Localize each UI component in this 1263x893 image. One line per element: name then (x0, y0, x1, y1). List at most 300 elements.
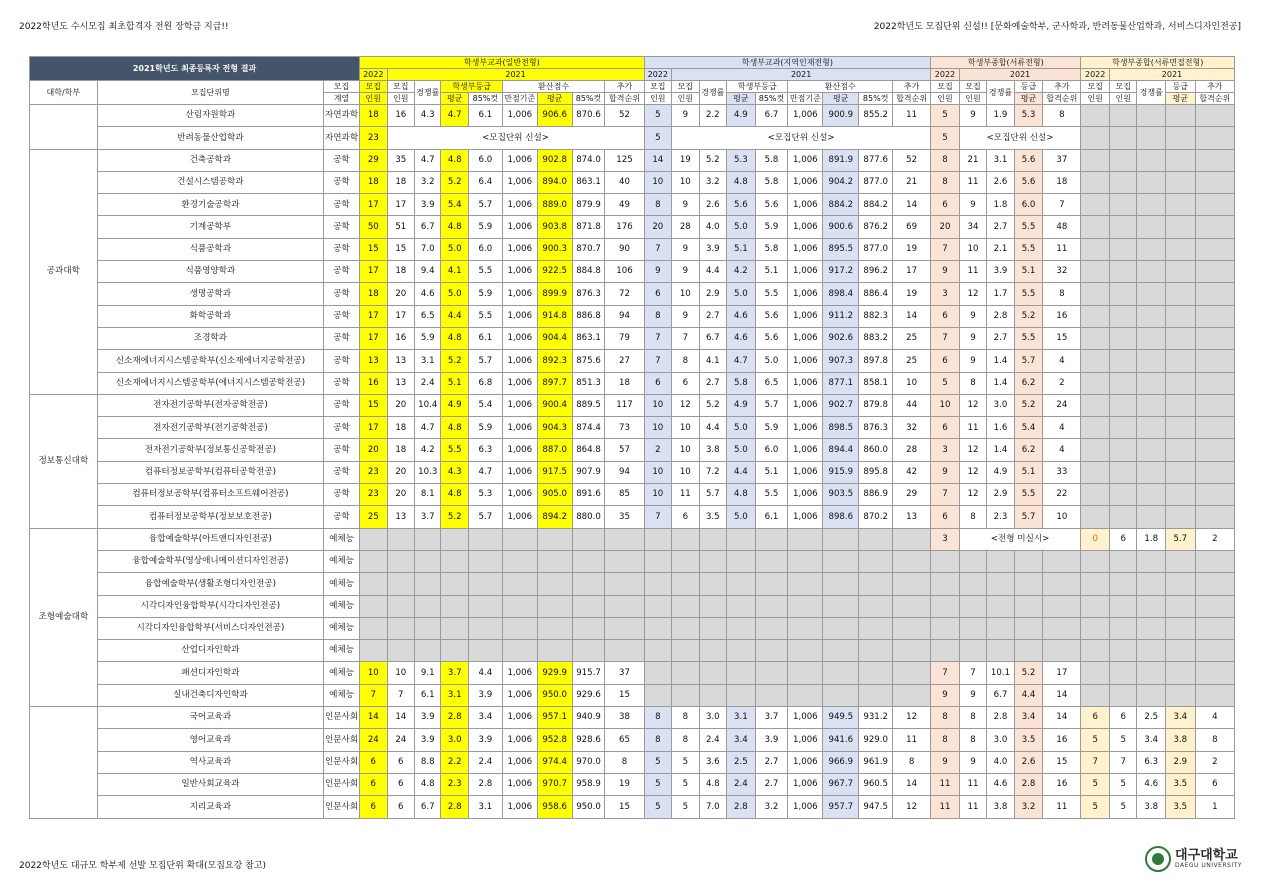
general-cell: 900.4 (537, 394, 572, 416)
regional-cell: 855.2 (859, 105, 893, 127)
general-cell: 4.4 (468, 662, 502, 684)
regional-cell: 884.2 (823, 194, 859, 216)
table-row (30, 327, 1235, 349)
general-cell (415, 640, 441, 662)
general-cell: 1,006 (502, 773, 537, 795)
interview-cell (1109, 617, 1137, 639)
category-cell: 공학 (324, 305, 360, 327)
unit-name-cell: 역사교육과 (97, 751, 323, 773)
regional-cell: 3.4 (727, 729, 756, 751)
regional-cell: 2.6 (699, 194, 727, 216)
document-cell: 5 (931, 127, 960, 149)
document-cell: 12 (959, 394, 987, 416)
interview-cell (1081, 238, 1110, 260)
table-row (30, 394, 1235, 416)
document-cell (1014, 640, 1043, 662)
interview-cell (1081, 350, 1110, 372)
interview-cell (1137, 216, 1166, 238)
general-cell: 29 (360, 149, 388, 171)
general-cell: 974.4 (537, 751, 572, 773)
document-cell: 8 (1043, 105, 1081, 127)
category-cell: 예체능 (324, 595, 360, 617)
general-cell: 4.2 (415, 439, 441, 461)
regional-cell: 877.6 (859, 149, 893, 171)
document-cell: 3.2 (1014, 796, 1043, 818)
regional-cell: 898.6 (823, 506, 859, 528)
regional-cell: 9 (672, 105, 700, 127)
interview-cell (1195, 617, 1234, 639)
interview-cell (1137, 595, 1166, 617)
general-cell: 2.8 (468, 773, 502, 795)
general-cell (572, 595, 605, 617)
table-row (30, 216, 1235, 238)
general-cell: 13 (387, 350, 415, 372)
regional-cell: 10 (893, 372, 931, 394)
university-logo (1145, 846, 1242, 872)
interview-cell (1137, 372, 1166, 394)
interview-cell (1137, 305, 1166, 327)
general-cell: 176 (605, 216, 644, 238)
interview-cell: 2.9 (1166, 751, 1196, 773)
document-cell (1043, 640, 1081, 662)
general-cell: 6.1 (468, 105, 502, 127)
regional-cell: 6 (672, 372, 700, 394)
general-cell: 871.8 (572, 216, 605, 238)
general-cell: 4.6 (415, 283, 441, 305)
col-unit: 모집단위명 (97, 81, 323, 105)
general-cell: 4.4 (441, 305, 469, 327)
regional-cell: 2.2 (699, 105, 727, 127)
regional-cell (788, 573, 823, 595)
regional-cell: 1,006 (788, 484, 823, 506)
document-cell: 8 (959, 506, 987, 528)
interview-cell (1081, 372, 1110, 394)
interview-cell: 4.6 (1137, 773, 1166, 795)
interview-cell: 5.7 (1166, 528, 1196, 550)
general-cell: 5.5 (441, 439, 469, 461)
regional-cell: 1,006 (788, 461, 823, 483)
regional-cell (755, 662, 788, 684)
general-cell: 970.0 (572, 751, 605, 773)
regional-cell: 949.5 (823, 707, 859, 729)
interview-cell (1137, 684, 1166, 706)
regional-cell: 5.6 (755, 327, 788, 349)
category-cell: 공학 (324, 417, 360, 439)
document-cell: 12 (959, 283, 987, 305)
table-row (30, 729, 1235, 751)
interview-cell (1137, 439, 1166, 461)
regional-cell: 4.7 (727, 350, 756, 372)
regional-cell: 10 (644, 417, 672, 439)
regional-cell (644, 617, 672, 639)
general-cell (468, 640, 502, 662)
document-cell: 5 (931, 372, 960, 394)
general-cell: 18 (360, 171, 388, 193)
general-cell (468, 617, 502, 639)
unit-name-cell: 산업디자인학과 (97, 640, 323, 662)
regional-cell: 1,006 (788, 305, 823, 327)
regional-cell (727, 617, 756, 639)
category-cell: 공학 (324, 350, 360, 372)
col-g-avg: 평균 (441, 93, 469, 105)
document-cell: 9 (959, 327, 987, 349)
document-cell: 11 (959, 171, 987, 193)
general-cell: 4.8 (441, 149, 469, 171)
regional-cell (727, 528, 756, 550)
general-cell: 904.3 (537, 417, 572, 439)
regional-cell: 898.4 (823, 283, 859, 305)
category-cell: 예체능 (324, 573, 360, 595)
general-cell: 1,006 (502, 461, 537, 483)
interview-cell (1137, 105, 1166, 127)
general-cell: 7.0 (415, 238, 441, 260)
general-cell: 958.9 (572, 773, 605, 795)
table-row (30, 773, 1235, 795)
regional-cell (893, 528, 931, 550)
document-cell: 5.4 (1014, 417, 1043, 439)
table-row (30, 194, 1235, 216)
regional-cell: 961.9 (859, 751, 893, 773)
document-cell (1014, 617, 1043, 639)
table-row (30, 528, 1235, 550)
document-cell: 10 (959, 238, 987, 260)
regional-cell: 19 (893, 283, 931, 305)
general-cell: 2.4 (468, 751, 502, 773)
document-cell: 10.1 (987, 662, 1015, 684)
general-cell: 5.7 (468, 350, 502, 372)
general-cell: 917.5 (537, 461, 572, 483)
general-cell: 13 (360, 350, 388, 372)
document-cell: 2.8 (987, 707, 1015, 729)
document-cell (1014, 573, 1043, 595)
col-r-rec2021-2: 인원 (672, 93, 700, 105)
general-cell (441, 595, 469, 617)
regional-cell: 1,006 (788, 729, 823, 751)
regional-cell: 8 (672, 350, 700, 372)
unit-name-cell: 컴퓨터정보공학부(컴퓨터공학전공) (97, 461, 323, 483)
general-cell: 1,006 (502, 662, 537, 684)
document-cell: 9 (931, 684, 960, 706)
general-cell: 5.4 (441, 194, 469, 216)
regional-cell: 11 (672, 484, 700, 506)
document-cell: 6.7 (987, 684, 1015, 706)
regional-cell: 5.8 (727, 372, 756, 394)
regional-cell: 900.6 (823, 216, 859, 238)
table-row (30, 417, 1235, 439)
general-cell: 1,006 (502, 684, 537, 706)
regional-cell (727, 595, 756, 617)
university-seal-icon (1145, 846, 1171, 872)
interview-cell (1195, 261, 1234, 283)
general-cell: 6 (387, 751, 415, 773)
logo-english-name: DAEGU UNIVERSITY (1175, 861, 1242, 869)
col-i-rec2021: 모집 (1109, 81, 1137, 93)
interview-cell (1166, 261, 1196, 283)
regional-cell (644, 595, 672, 617)
general-cell (537, 640, 572, 662)
general-cell: 6.0 (468, 238, 502, 260)
document-cell: 11 (1043, 238, 1081, 260)
regional-cell: 4.0 (699, 216, 727, 238)
regional-cell (823, 640, 859, 662)
regional-cell: 886.4 (859, 283, 893, 305)
col-r-grade: 학생부등급 (727, 81, 788, 93)
general-cell: 5.9 (468, 216, 502, 238)
regional-cell: 929.0 (859, 729, 893, 751)
general-cell: 897.7 (537, 372, 572, 394)
table-row (30, 461, 1235, 483)
general-cell (537, 528, 572, 550)
regional-cell: 14 (893, 194, 931, 216)
regional-cell: 5.0 (727, 283, 756, 305)
not-run-note: <전형 미실시> (959, 528, 1081, 550)
category-cell: 공학 (324, 439, 360, 461)
regional-cell: 1,006 (788, 194, 823, 216)
col-d-rec2022: 모집 (931, 81, 960, 93)
general-cell: 73 (605, 417, 644, 439)
interview-cell (1137, 506, 1166, 528)
general-cell: 13 (387, 506, 415, 528)
unit-name-cell: 식품공학과 (97, 238, 323, 260)
general-cell (441, 617, 469, 639)
general-cell: 4.3 (441, 461, 469, 483)
year-2022-general: 2022 (360, 69, 388, 81)
interview-cell (1081, 484, 1110, 506)
general-cell: 5.7 (468, 506, 502, 528)
document-cell: 9 (959, 684, 987, 706)
interview-cell: 7 (1109, 751, 1137, 773)
year-2021-document: 2021 (959, 69, 1081, 81)
general-cell: 9.1 (415, 662, 441, 684)
interview-cell (1166, 149, 1196, 171)
year-2022-regional: 2022 (644, 69, 672, 81)
col-i-add: 추가 (1195, 81, 1234, 93)
table-row (30, 238, 1235, 260)
col-i-avg: 평균 (1166, 93, 1196, 105)
general-cell: 5.4 (468, 394, 502, 416)
interview-cell (1166, 194, 1196, 216)
col-r-conv-p85: 85%컷 (859, 93, 893, 105)
regional-cell (699, 640, 727, 662)
general-cell: 5.5 (468, 261, 502, 283)
general-cell: 15 (605, 796, 644, 818)
general-cell: 894.0 (537, 171, 572, 193)
regional-cell: 7.0 (699, 796, 727, 818)
document-cell (959, 573, 987, 595)
document-cell: 2.6 (1014, 751, 1043, 773)
interview-cell: 1.8 (1137, 528, 1166, 550)
group-header-general: 학생부교과(일반전형) (360, 57, 645, 69)
regional-cell (672, 595, 700, 617)
regional-cell: 5.8 (755, 238, 788, 260)
general-cell: 57 (605, 439, 644, 461)
regional-cell: 5 (644, 751, 672, 773)
general-cell: 4.8 (441, 417, 469, 439)
interview-cell (1137, 662, 1166, 684)
col-g-add-2: 합격순위 (605, 93, 644, 105)
regional-cell (699, 573, 727, 595)
document-cell: 48 (1043, 216, 1081, 238)
general-cell: 17 (360, 327, 388, 349)
interview-cell (1081, 327, 1110, 349)
regional-cell: 2.7 (755, 751, 788, 773)
general-cell: 900.3 (537, 238, 572, 260)
general-cell (537, 617, 572, 639)
regional-cell: 4.8 (727, 484, 756, 506)
interview-cell (1195, 127, 1234, 149)
general-cell: 1,006 (502, 283, 537, 305)
col-i-rec2021-2: 인원 (1109, 93, 1137, 105)
col-r-conv-avg: 평균 (823, 93, 859, 105)
document-cell: 11 (931, 773, 960, 795)
regional-cell: 1,006 (788, 327, 823, 349)
general-cell: 3.7 (415, 506, 441, 528)
regional-cell (859, 662, 893, 684)
regional-cell: 4.6 (727, 305, 756, 327)
document-cell: 5.2 (1014, 662, 1043, 684)
regional-cell (644, 662, 672, 684)
category-cell: 공학 (324, 171, 360, 193)
category-cell: 공학 (324, 149, 360, 171)
interview-cell: 6 (1109, 707, 1137, 729)
regional-cell: 911.2 (823, 305, 859, 327)
general-cell: 18 (387, 439, 415, 461)
general-cell: 5.1 (441, 372, 469, 394)
regional-cell: 25 (893, 350, 931, 372)
regional-cell: 1,006 (788, 238, 823, 260)
regional-cell: 7 (644, 350, 672, 372)
regional-cell (644, 684, 672, 706)
interview-cell (1195, 684, 1234, 706)
document-cell: 18 (1043, 171, 1081, 193)
regional-cell: 897.8 (859, 350, 893, 372)
regional-cell: 894.4 (823, 439, 859, 461)
regional-cell: 8 (893, 751, 931, 773)
regional-cell: 8 (644, 729, 672, 751)
document-cell: 6 (931, 194, 960, 216)
regional-cell (859, 528, 893, 550)
regional-cell (788, 684, 823, 706)
general-cell: 3.9 (415, 729, 441, 751)
regional-cell (859, 640, 893, 662)
interview-cell (1081, 640, 1110, 662)
regional-cell (788, 617, 823, 639)
general-cell: 6 (360, 773, 388, 795)
regional-cell: 1,006 (788, 283, 823, 305)
general-cell (360, 617, 388, 639)
document-cell: 5 (931, 105, 960, 127)
regional-cell: 5.1 (755, 461, 788, 483)
regional-cell (699, 617, 727, 639)
table-row (30, 105, 1235, 127)
general-cell (415, 617, 441, 639)
col-college: 대학/학부 (30, 81, 98, 105)
regional-cell: 870.2 (859, 506, 893, 528)
regional-cell (644, 528, 672, 550)
regional-cell: 967.7 (823, 773, 859, 795)
interview-cell: 3.8 (1166, 729, 1196, 751)
category-cell: 공학 (324, 506, 360, 528)
table-row (30, 350, 1235, 372)
regional-cell: 3.0 (699, 707, 727, 729)
regional-cell: 10 (672, 461, 700, 483)
document-cell: 2.7 (987, 216, 1015, 238)
document-cell (1043, 617, 1081, 639)
table-row (30, 796, 1235, 818)
header-right-notice: 2022학년도 모집단위 신설!! [문화예술학부, 군사학과, 반려동물산업학과, 서비스디자인전공] (873, 22, 1241, 32)
regional-cell: 14 (644, 149, 672, 171)
document-cell: 4.9 (987, 461, 1015, 483)
interview-cell (1195, 506, 1234, 528)
regional-cell: 6 (672, 506, 700, 528)
regional-cell: 8 (672, 729, 700, 751)
general-cell: 1,006 (502, 729, 537, 751)
general-cell: 3.9 (415, 707, 441, 729)
regional-cell: 900.9 (823, 105, 859, 127)
interview-cell (1195, 149, 1234, 171)
document-cell: 4 (1043, 439, 1081, 461)
regional-cell: 1,006 (788, 751, 823, 773)
regional-cell: 5.1 (727, 238, 756, 260)
interview-cell: 5 (1081, 773, 1110, 795)
general-cell: 903.8 (537, 216, 572, 238)
interview-cell (1081, 573, 1110, 595)
new-unit-note: <모집단위 신설> (959, 127, 1081, 149)
general-cell: 65 (605, 729, 644, 751)
col-i-add-2: 합격순위 (1195, 93, 1234, 105)
document-cell: 34 (959, 216, 987, 238)
general-cell: 49 (605, 194, 644, 216)
general-cell (572, 640, 605, 662)
regional-cell (699, 595, 727, 617)
col-i-rec2022: 모집 (1081, 81, 1110, 93)
document-cell: 1.4 (987, 350, 1015, 372)
interview-cell (1109, 216, 1137, 238)
interview-cell (1081, 216, 1110, 238)
document-cell: 5.6 (1014, 171, 1043, 193)
general-cell: 3.1 (415, 350, 441, 372)
general-cell: 13 (387, 372, 415, 394)
general-cell: 125 (605, 149, 644, 171)
interview-cell: 0 (1081, 528, 1110, 550)
general-cell: 6 (387, 796, 415, 818)
interview-cell (1137, 149, 1166, 171)
general-cell: 6.1 (468, 327, 502, 349)
general-cell: 889.5 (572, 394, 605, 416)
general-cell (537, 573, 572, 595)
regional-cell (788, 528, 823, 550)
regional-cell: 5.1 (755, 261, 788, 283)
regional-cell (823, 595, 859, 617)
category-cell: 공학 (324, 261, 360, 283)
document-cell: 1.9 (987, 105, 1015, 127)
general-cell: 5.7 (468, 194, 502, 216)
col-d-grade: 등급 (1014, 81, 1043, 93)
general-cell: 35 (605, 506, 644, 528)
regional-cell: 1,006 (788, 261, 823, 283)
regional-cell: 5.3 (727, 149, 756, 171)
general-cell: 23 (360, 461, 388, 483)
document-cell: 21 (959, 149, 987, 171)
document-cell: 32 (1043, 261, 1081, 283)
general-cell: 6.5 (415, 305, 441, 327)
document-cell: 2.8 (1014, 773, 1043, 795)
interview-cell (1166, 417, 1196, 439)
regional-cell: 4.9 (727, 394, 756, 416)
regional-cell: 902.6 (823, 327, 859, 349)
table-row (30, 684, 1235, 706)
regional-cell: 32 (893, 417, 931, 439)
